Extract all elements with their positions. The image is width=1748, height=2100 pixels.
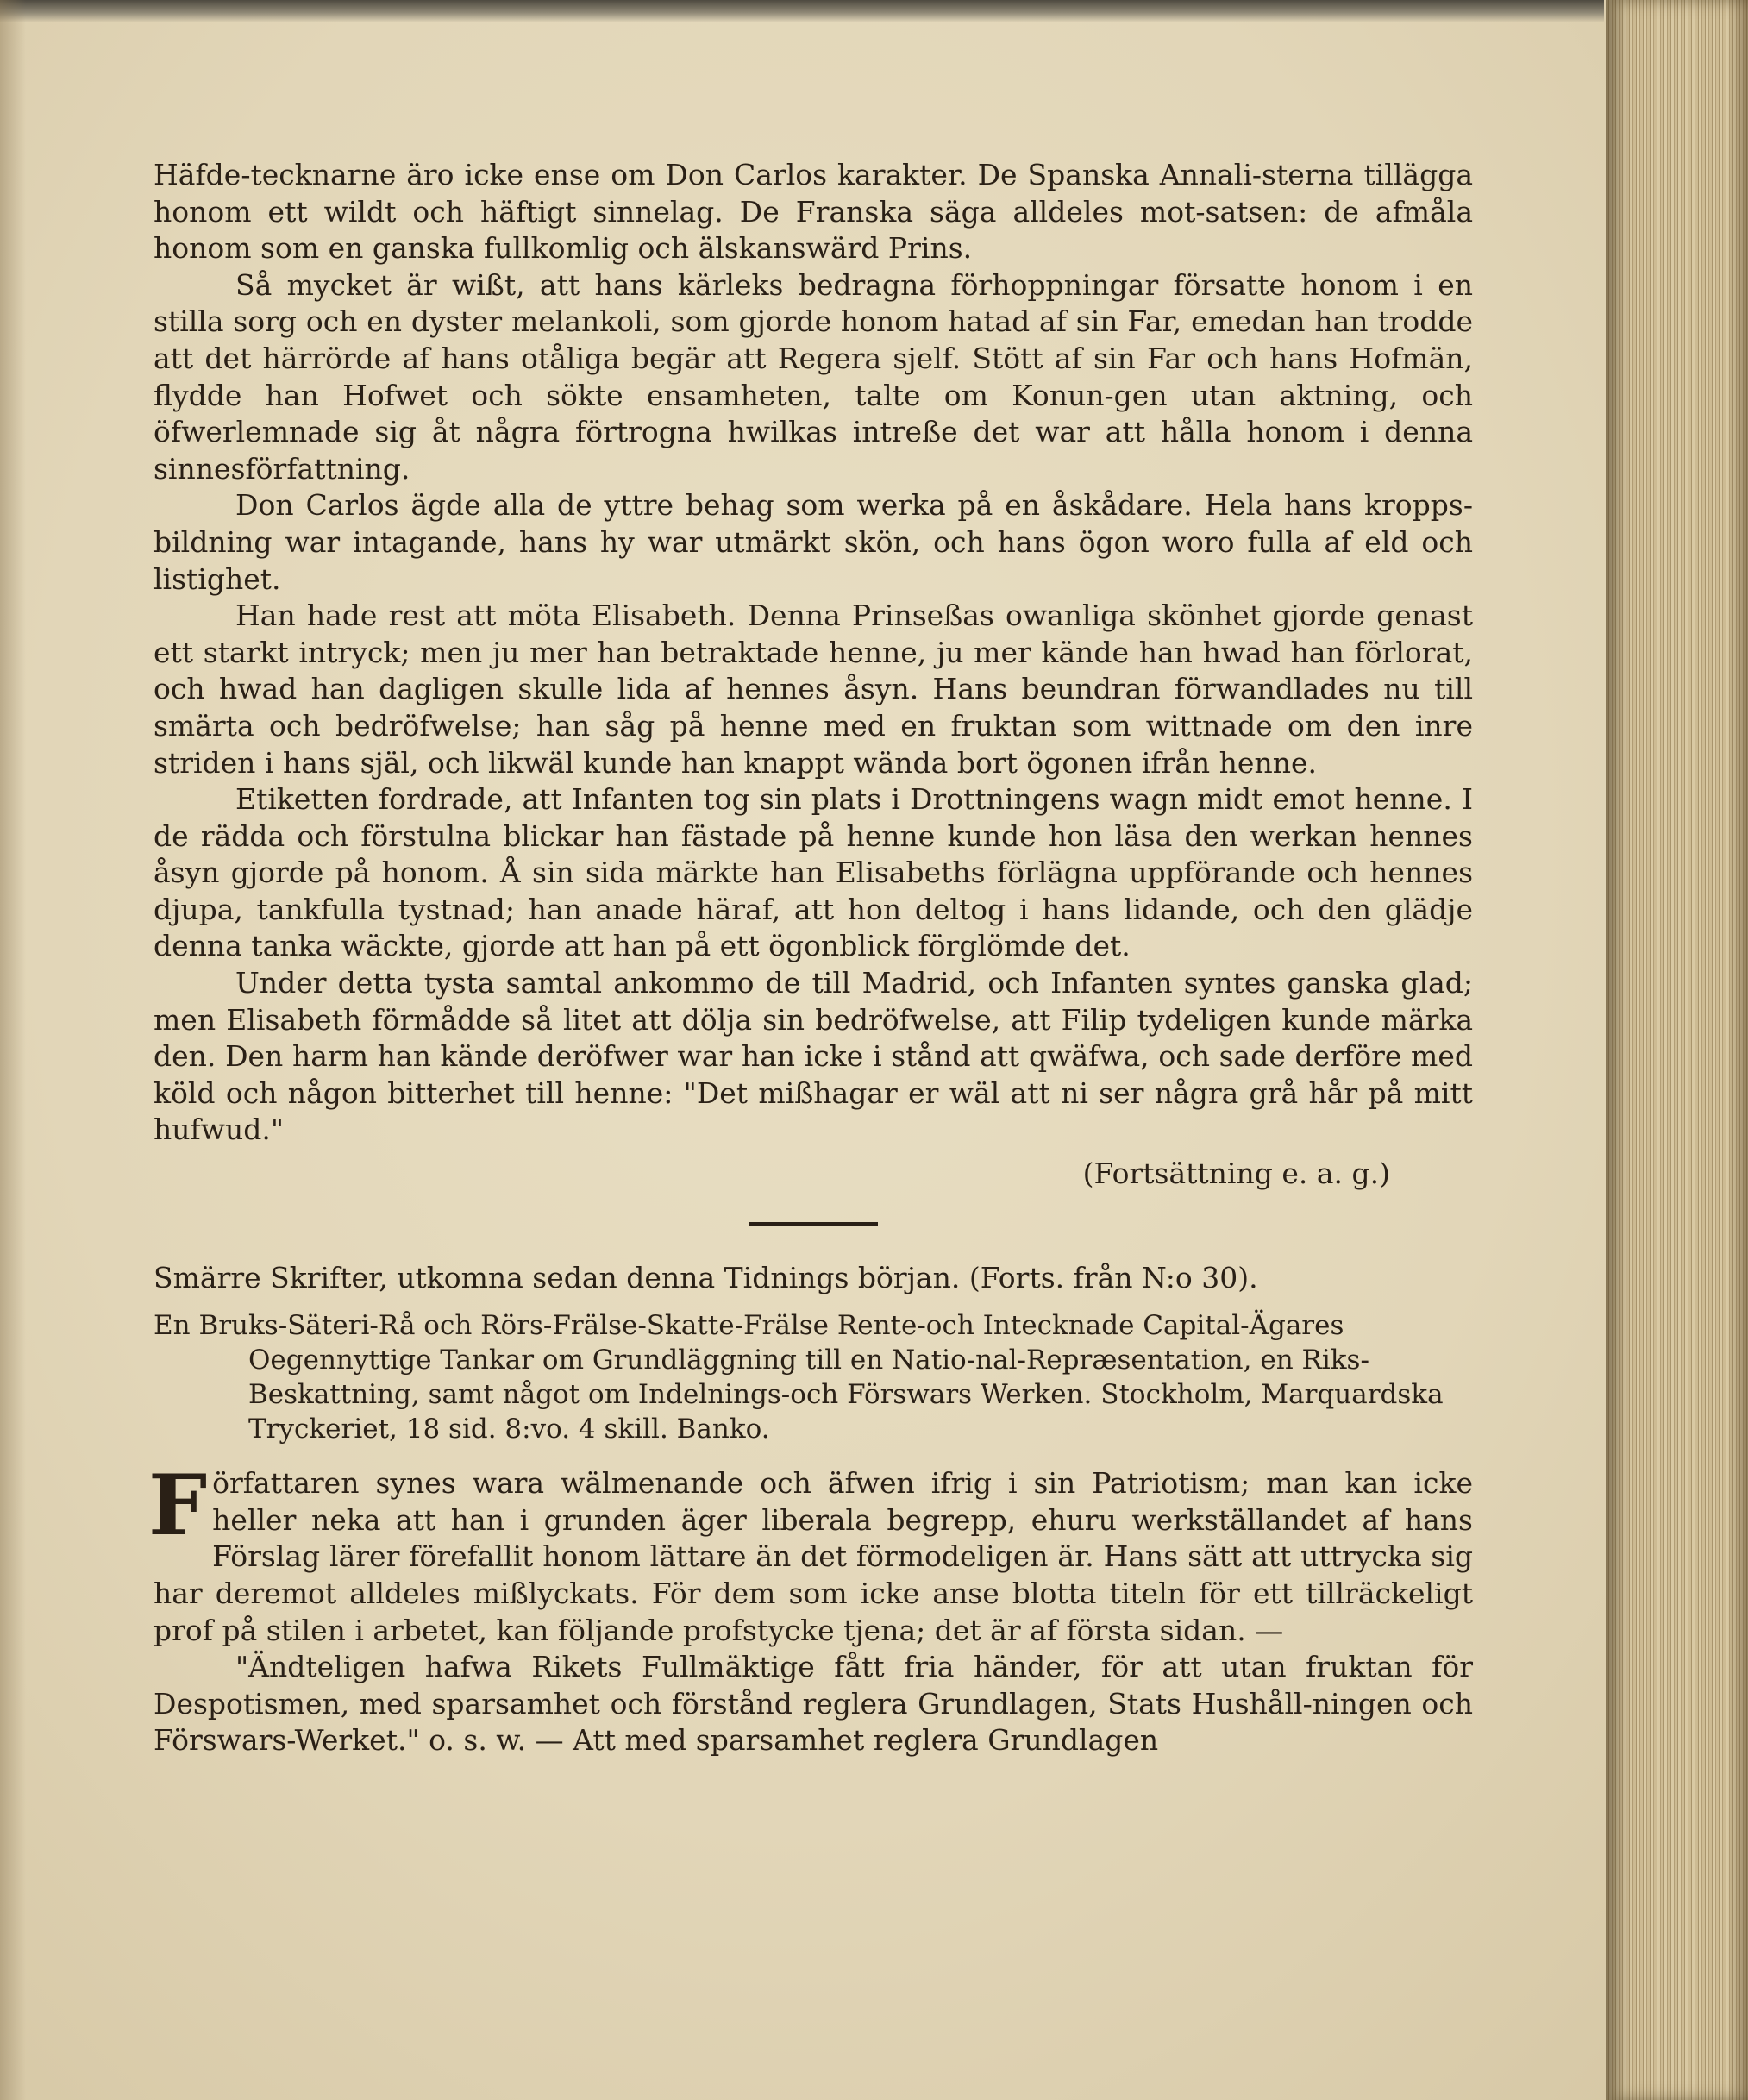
review-paragraph-2: "Ändteligen hafwa Rikets Fullmäktige fått fria händer, för att utan fruktan för Despotismen, med sparsamhet och förstånd reglera Grundlagen, Stats Hushåll-ningen och Förswars-Werket." o. s. w. — Att med sparsamhet reglera Grundlagen (153, 1650, 1473, 1758)
section-heading: Smärre Skrifter, utkomna sedan denna Tidnings början. (Forts. från N:o 30). (153, 1260, 1258, 1294)
gutter-shadow (0, 0, 26, 2100)
paragraph-4: Han hade rest att möta Elisabeth. Denna Prinseßas owanliga skönhet gjorde genast ett starkt intryck; men ju mer han betraktade henne, ju mer kände han hwad han förlorat, och hwad han dagligen skulle lida af hennes åsyn. Hans beundran förwandlades nu till smärta och bedröfwelse; han såg på henne med en fruktan som wittnade om den inre striden i hans själ, och likwäl kunde han knappt wända bort ögonen ifrån henne. (153, 599, 1473, 780)
paragraph-1: Häfde-tecknarne äro icke ense om Don Carlos karakter. De Spanska Annali-sterna tillägga honom ett wildt och häftigt sinnelag. De Franska säga alldeles mot-satsen: de afmåla honom som en ganska fullkomlig och älskanswärd Prins. (153, 158, 1473, 266)
section-divider (749, 1222, 878, 1226)
review-paragraph-1-text: örfattaren synes wara wälmenande och äfwen ifrig i sin Patriotism; man kan icke heller neka att han i grunden äger liberala begrepp, ehuru werkställandet af hans Förslag lärer förefallit honom lättare än det förmodeligen är. Hans sätt att uttrycka sig har deremot alldeles mißlyckats. För dem som icke anse blotta titeln för ett tillräckeligt prof på stilen i arbetet, kan följande profstycke tjena; det är af första sidan. — (153, 1466, 1473, 1647)
book-citation: En Bruks-Säteri-Rå och Rörs-Frälse-Skatte-Frälse Rente-och Intecknade Capital-Ägares Oegennyttige Tankar om Grundläggning till en Natio-nal-Repræsentation, en Riks-Beskattning, samt något om Indelnings-och Förswars Werken. Stockholm, Marquardska Tryckeriet, 18 sid. 8:vo. 4 skill. Banko. (153, 1310, 1444, 1445)
continuation-note: (Fortsättning e. a. g.) (1082, 1157, 1390, 1191)
book-page-edges (1606, 0, 1748, 2100)
paragraph-6: Under detta tysta samtal ankommo de till Madrid, och Infanten syntes ganska glad; men Elisabeth förmådde så litet att dölja sin bedröfwelse, att Filip tydeligen kunde märka den. Den harm han kände deröfwer war han icke i stånd att qwäfwa, och sade derföre med köld och någon bitterhet till henne: "Det mißhagar er wäl att ni ser några grå hår på mitt hufwud." (153, 966, 1473, 1147)
review-paragraph-1 (148, 1457, 1473, 1649)
page-text (148, 157, 1473, 1759)
paragraph-5: Etiketten fordrade, att Infanten tog sin plats i Drottningens wagn midt emot henne. I de rädda och förstulna blickar han fästade på henne kunde hon läsa den werkan hennes åsyn gjorde på honom. Å sin sida märkte han Elisabeths förlägna uppförande och hennes djupa, tankfulla tystnad; han anade häraf, att hon deltog i hans lidande, och den glädje denna tanka wäckte, gjorde att han på ett ögonblick förglömde det. (153, 782, 1473, 963)
paragraph-2: Så mycket är wißt, att hans kärleks bedragna förhoppningar försatte honom i en stilla sorg och en dyster melankoli, som gjorde honom hatad af sin Far, emedan han trodde att det härrörde af hans otåliga begär att Regera sjelf. Stött af sin Far och hans Hofmän, flydde han Hofwet och sökte ensamheten, talte om Konun-gen utan aktning, och öfwerlemnade sig åt några förtrogna hwilkas intreße det war att hålla honom i denna sinnesförfattning. (153, 267, 1473, 486)
drop-cap-letter: F (148, 1457, 208, 1555)
top-binding-shadow (0, 0, 1604, 22)
paragraph-3: Don Carlos ägde alla de yttre behag som werka på en åskådare. Hela hans kropps-bildning war intagande, hans hy war utmärkt skön, och hans ögon woro fulla af eld och listighet. (153, 488, 1473, 596)
